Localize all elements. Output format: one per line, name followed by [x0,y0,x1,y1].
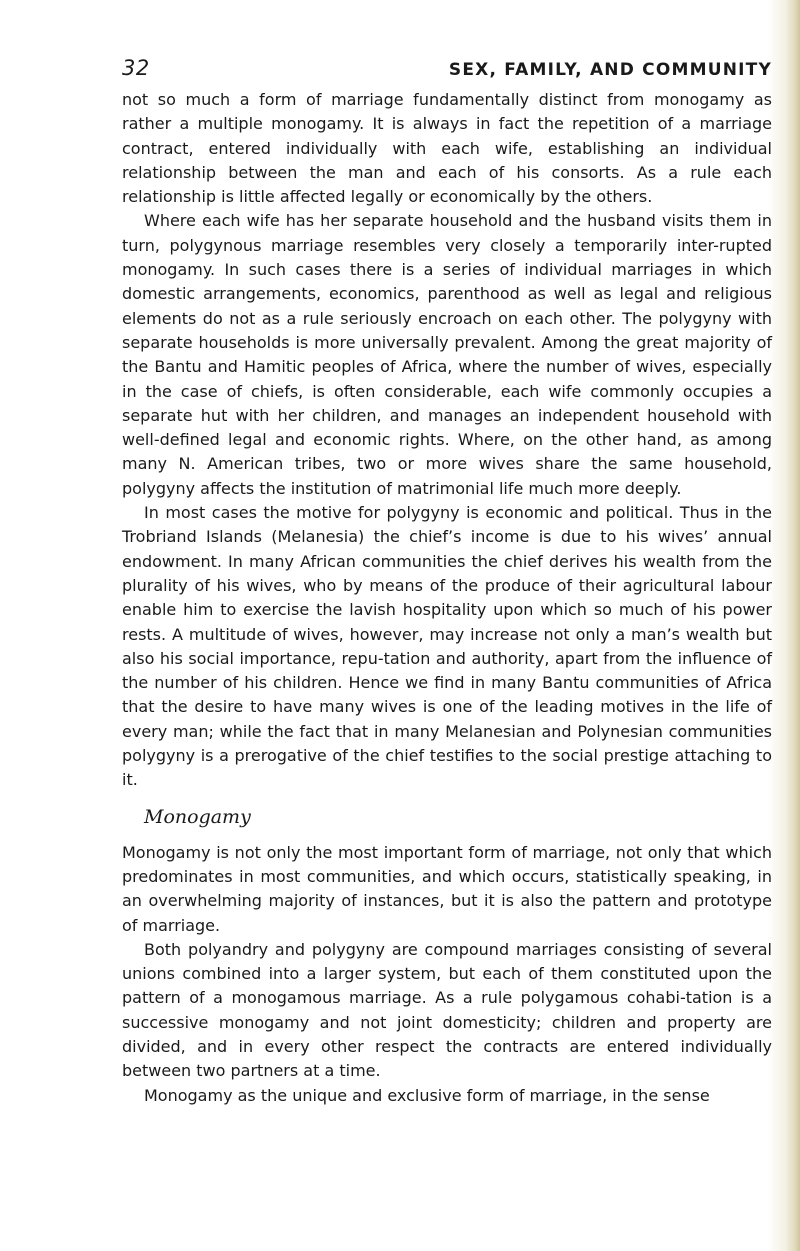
paragraph-unique-form: Monogamy as the unique and exclusive form of marriage, in the sense [144,1085,710,1105]
section-heading-monogamy: Monogamy [144,805,251,828]
paragraph-continued: not so much a form of marriage fundamentally distinct from monogamy as rather a multiple monogamy. It is always in fact the repetition of a marriage contract, entered individually with each wife, establishing an individual relationship between the man and each of his consorts. As a rule each relationship is little affected legally or economically by the others. [122,90,772,207]
page-edge-shadow [786,0,800,1251]
running-head [122,56,772,86]
paragraph-separate-households: Where each wife has her separate household and the husband visits them in turn, polygynous marriage resembles very closely a temporarily inter-rupted monogamy. In such cases there is a series of individual marriages in which domestic arrangements, economics, parenthood as well as legal and religious elements do not as a rule seriously encroach on each other. The polygyny with separate households is more universally prevalent. Among the great majority of the Bantu and Hamitic peoples of Africa, where the number of wives, especially in the case of chiefs, is often considerable, each wife commonly occupies a separate hut with her children, and manages an independent household with well-defined legal and economic rights. Where, on the other hand, as among many N. American tribes, two or more wives share the same household, polygyny affects the institution of matrimonial life much more deeply. [122,211,772,498]
page-number: 32 [122,56,150,80]
paragraph-monogamy-intro: Monogamy is not only the most important form of marriage, not only that which predominates in most communities, and which occurs, statistically speaking, in an overwhelming majority of instances, but it is also the pattern and prototype of marriage. [122,842,772,935]
running-title: SEX, FAMILY, AND COMMUNITY [448,60,772,80]
paragraph-motive-polygyny: In most cases the motive for polygyny is economic and political. Thus in the Trobriand Islands (Melanesia) the chief’s income is due to his wives’ annual endowment. In many African communities the chief derives his wealth from the plurality of his wives, who by means of the produce of their agricultural labour enable him to exercise the lavish hospitality upon which so much of his power rests. A multitude of wives, however, may increase not only a man’s wealth but also his social importance, repu-tation and authority, apart from the influence of the number of his children. Hence we find in many Bantu communities of Africa that the desire to have many wives is one of the leading motives in the life of every man; while the fact that in many Melanesian and Polynesian communities polygyny is a prerogative of the chief testifies to the social prestige attaching to it. [122,503,772,790]
body-text [122,88,772,1108]
paragraph-compound-marriages: Both polyandry and polygyny are compound marriages consisting of several unions combined into a larger system, but each of them constituted upon the pattern of a monogamous marriage. As a rule polygamous cohabi-tation is a successive monogamy and not joint domesticity; children and property are divided, and in every other respect the contracts are entered individually between two partners at a time. [122,939,772,1081]
